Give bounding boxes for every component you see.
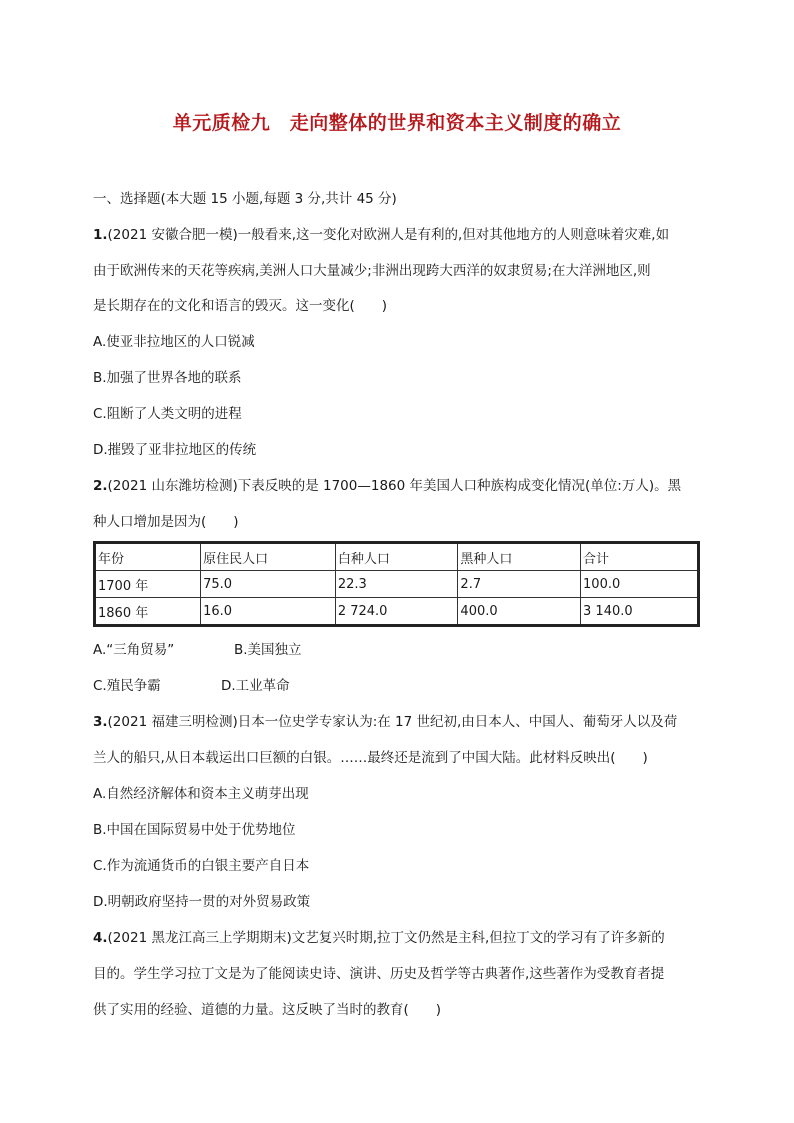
question-4-line-1 <box>93 929 665 947</box>
question-1-line-2: 由于欧洲传来的天花等疾病,美洲人口大量减少;非洲出现跨大西洋的奴隶贸易;在大洋洲地区,则 <box>93 263 651 279</box>
table-cell: 75.0 <box>201 571 336 598</box>
table-header-cell: 白种人口 <box>335 543 458 571</box>
table-cell: 16.0 <box>201 598 336 626</box>
table-cell: 22.3 <box>335 571 458 598</box>
question-1-option-c: C.阻断了人类文明的进程 <box>93 406 242 422</box>
question-4-line-3: 供了实用的经验、道德的力量。这反映了当时的教育( ) <box>93 1002 442 1018</box>
question-2-line-2: 种人口增加是因为( ) <box>93 514 239 530</box>
question-2-line-1 <box>93 477 681 495</box>
question-1-number: 1. <box>93 227 108 243</box>
table-cell: 3 140.0 <box>581 598 699 626</box>
population-table <box>93 541 700 627</box>
question-3-text: (2021 福建三明检测)日本一位史学专家认为:在 17 世纪初,由日本人、中国人、葡萄牙人以及荷 <box>107 714 678 730</box>
table-header-cell: 原住民人口 <box>201 543 336 571</box>
table-header-row <box>95 543 699 571</box>
table-row <box>95 571 699 598</box>
question-2-option-c: C.殖民争霸 <box>93 678 161 694</box>
question-2-option-b: B.美国独立 <box>234 642 302 658</box>
question-2-text: (2021 山东潍坊检测)下表反映的是 1700—1860 年美国人口种族构成变化情况(单位:万人)。黑 <box>107 478 682 494</box>
question-2-number: 2. <box>93 478 108 494</box>
table-header-cell: 黑种人口 <box>458 543 581 571</box>
question-1-text: (2021 安徽合肥一模)一般看来,这一变化对欧洲人是有利的,但对其他地方的人则意味着灾难,如 <box>107 227 670 243</box>
question-3-option-a: A.自然经济解体和资本主义萌芽出现 <box>93 786 309 802</box>
table-cell: 400.0 <box>458 598 581 626</box>
question-1-line-3: 是长期存在的文化和语言的毁灭。这一变化( ) <box>93 298 388 314</box>
question-2-option-d: D.工业革命 <box>221 678 290 694</box>
question-1-option-d: D.摧毁了亚非拉地区的传统 <box>93 442 257 458</box>
question-3-line-2: 兰人的船只,从日本载运出口巨额的白银。……最终还是流到了中国大陆。此材料反映出( ) <box>93 750 648 766</box>
question-3-option-b: B.中国在国际贸易中处于优势地位 <box>93 822 296 838</box>
question-1-option-b: B.加强了世界各地的联系 <box>93 370 242 386</box>
question-4-number: 4. <box>93 930 108 946</box>
table-cell: 1700 年 <box>95 571 201 598</box>
table-cell: 1860 年 <box>95 598 201 626</box>
question-4-line-2: 目的。学生学习拉丁文是为了能阅读史诗、演讲、历史及哲学等古典著作,这些著作为受教育者提 <box>93 966 665 982</box>
page-title: 单元质检九 走向整体的世界和资本主义制度的确立 <box>172 112 622 134</box>
question-3-number: 3. <box>93 714 108 730</box>
table-row <box>95 598 699 626</box>
table-header-cell: 合计 <box>581 543 699 571</box>
table-cell: 100.0 <box>581 571 699 598</box>
question-3-option-d: D.明朝政府坚持一贯的对外贸易政策 <box>93 894 311 910</box>
section-heading: 一、选择题(本大题 15 小题,每题 3 分,共计 45 分) <box>93 191 397 207</box>
question-1-option-a: A.使亚非拉地区的人口锐减 <box>93 334 255 350</box>
question-3-line-1 <box>93 713 677 731</box>
question-2-option-a: A.“三角贸易” <box>93 642 175 658</box>
table-header-cell: 年份 <box>95 543 201 571</box>
table-cell: 2.7 <box>458 571 581 598</box>
question-3-option-c: C.作为流通货币的白银主要产自日本 <box>93 858 310 874</box>
question-4-text: (2021 黑龙江高三上学期期末)文艺复兴时期,拉丁文仍然是主科,但拉丁文的学习有了许多新的 <box>107 930 665 946</box>
table-cell: 2 724.0 <box>335 598 458 626</box>
question-1-line-1 <box>93 226 669 244</box>
